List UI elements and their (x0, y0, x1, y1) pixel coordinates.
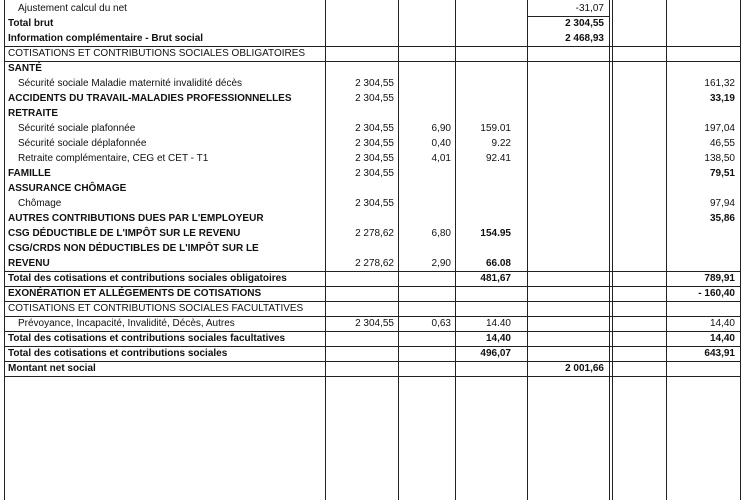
row-label: Sécurité sociale déplafonnée (18, 138, 147, 149)
base-value: 2 304,55 (355, 318, 394, 329)
row-label: Total brut (8, 18, 54, 29)
column-divider (666, 0, 667, 500)
amount-value: 159.01 (480, 123, 511, 134)
employer-value: 46,55 (709, 138, 735, 149)
row-label: Information complémentaire - Brut social (8, 33, 204, 44)
row-label: Total des cotisations et contributions sociales facultatives (8, 333, 286, 344)
base-value: 2 304,55 (355, 93, 394, 104)
row-label: Ajustement calcul du net (18, 3, 127, 14)
row-label: CSG DÉDUCTIBLE DE L'IMPÔT SUR LE REVENU (8, 228, 241, 239)
employer-value: 138,50 (704, 153, 735, 164)
rate-value: 4,01 (431, 153, 451, 164)
employer-value: 197,04 (704, 123, 735, 134)
row-divider (4, 376, 740, 377)
row-label: Montant net social (8, 363, 96, 374)
row-divider (4, 361, 740, 362)
employer-value: 161,32 (704, 78, 735, 89)
base-value: 2 304,55 (355, 138, 394, 149)
employer-value: 35,86 (709, 213, 735, 224)
amount-value: 92.41 (485, 153, 511, 164)
rate-value: 2,90 (431, 258, 451, 269)
row-label: Chômage (18, 198, 62, 209)
base-value: 2 304,55 (355, 123, 394, 134)
amount-value: 66.08 (485, 258, 511, 269)
column-divider (455, 0, 456, 500)
base-value: 2 278,62 (355, 228, 394, 239)
amount-value: 14,40 (485, 333, 511, 344)
amount-value: 481,67 (480, 273, 511, 284)
row-label: Prévoyance, Incapacité, Invalidité, Décès, Autres (18, 318, 235, 329)
amount-value: 496,07 (480, 348, 511, 359)
column-divider (527, 0, 528, 500)
employer-value: 33,19 (709, 93, 735, 104)
column-divider (740, 0, 741, 500)
row-label: FAMILLE (8, 168, 51, 179)
base-value: 2 304,55 (355, 78, 394, 89)
amount-value: 14.40 (485, 318, 511, 329)
gain-value: 2 304,55 (565, 18, 604, 29)
base-value: 2 304,55 (355, 198, 394, 209)
column-divider (4, 0, 5, 500)
gain-value: 2 001,66 (565, 363, 604, 374)
row-label: AUTRES CONTRIBUTIONS DUES PAR L'EMPLOYEUR (8, 213, 264, 224)
row-divider (4, 61, 740, 62)
employer-value: 97,94 (709, 198, 735, 209)
column-divider (609, 0, 610, 500)
employer-value: 14,40 (709, 318, 735, 329)
employer-value: 643,91 (704, 348, 735, 359)
base-value: 2 304,55 (355, 168, 394, 179)
rate-value: 6,90 (431, 123, 451, 134)
row-label: CSG/CRDS NON DÉDUCTIBLES DE L'IMPÔT SUR LE (8, 243, 259, 254)
base-value: 2 278,62 (355, 258, 394, 269)
amount-value: 154.95 (480, 228, 511, 239)
employer-value: 789,91 (704, 273, 735, 284)
row-label: SANTÉ (8, 63, 42, 74)
base-value: 2 304,55 (355, 153, 394, 164)
gain-value: 2 468,93 (565, 33, 604, 44)
row-label: COTISATIONS ET CONTRIBUTIONS SOCIALES FACULTATIVES (8, 303, 304, 314)
row-label: Total des cotisations et contributions sociales obligatoires (8, 273, 287, 284)
gain-value: -31,07 (575, 3, 604, 14)
rate-value: 0,40 (431, 138, 451, 149)
row-label: RETRAITE (8, 108, 58, 119)
employer-value: - 160,40 (698, 288, 735, 299)
rate-value: 6,80 (431, 228, 451, 239)
employer-value: 79,51 (709, 168, 735, 179)
row-label: Retraite complémentaire, CEG et CET - T1 (18, 153, 209, 164)
column-divider (612, 0, 613, 500)
row-label: REVENU (8, 258, 50, 269)
column-divider (398, 0, 399, 500)
row-label: Sécurité sociale plafonnée (18, 123, 136, 134)
row-label: EXONÉRATION ET ALLÉGEMENTS DE COTISATIONS (8, 288, 262, 299)
column-divider (325, 0, 326, 500)
employer-value: 14,40 (709, 333, 735, 344)
row-label: Total des cotisations et contributions sociales (8, 348, 228, 359)
rate-value: 0,63 (431, 318, 451, 329)
row-label: Sécurité sociale Maladie maternité invalidité décès (18, 78, 243, 89)
row-label: ASSURANCE CHÔMAGE (8, 183, 127, 194)
amount-value: 9.22 (491, 138, 511, 149)
row-label: ACCIDENTS DU TRAVAIL-MALADIES PROFESSIONNELLES (8, 93, 292, 104)
row-label: COTISATIONS ET CONTRIBUTIONS SOCIALES OBLIGATOIRES (8, 48, 306, 59)
